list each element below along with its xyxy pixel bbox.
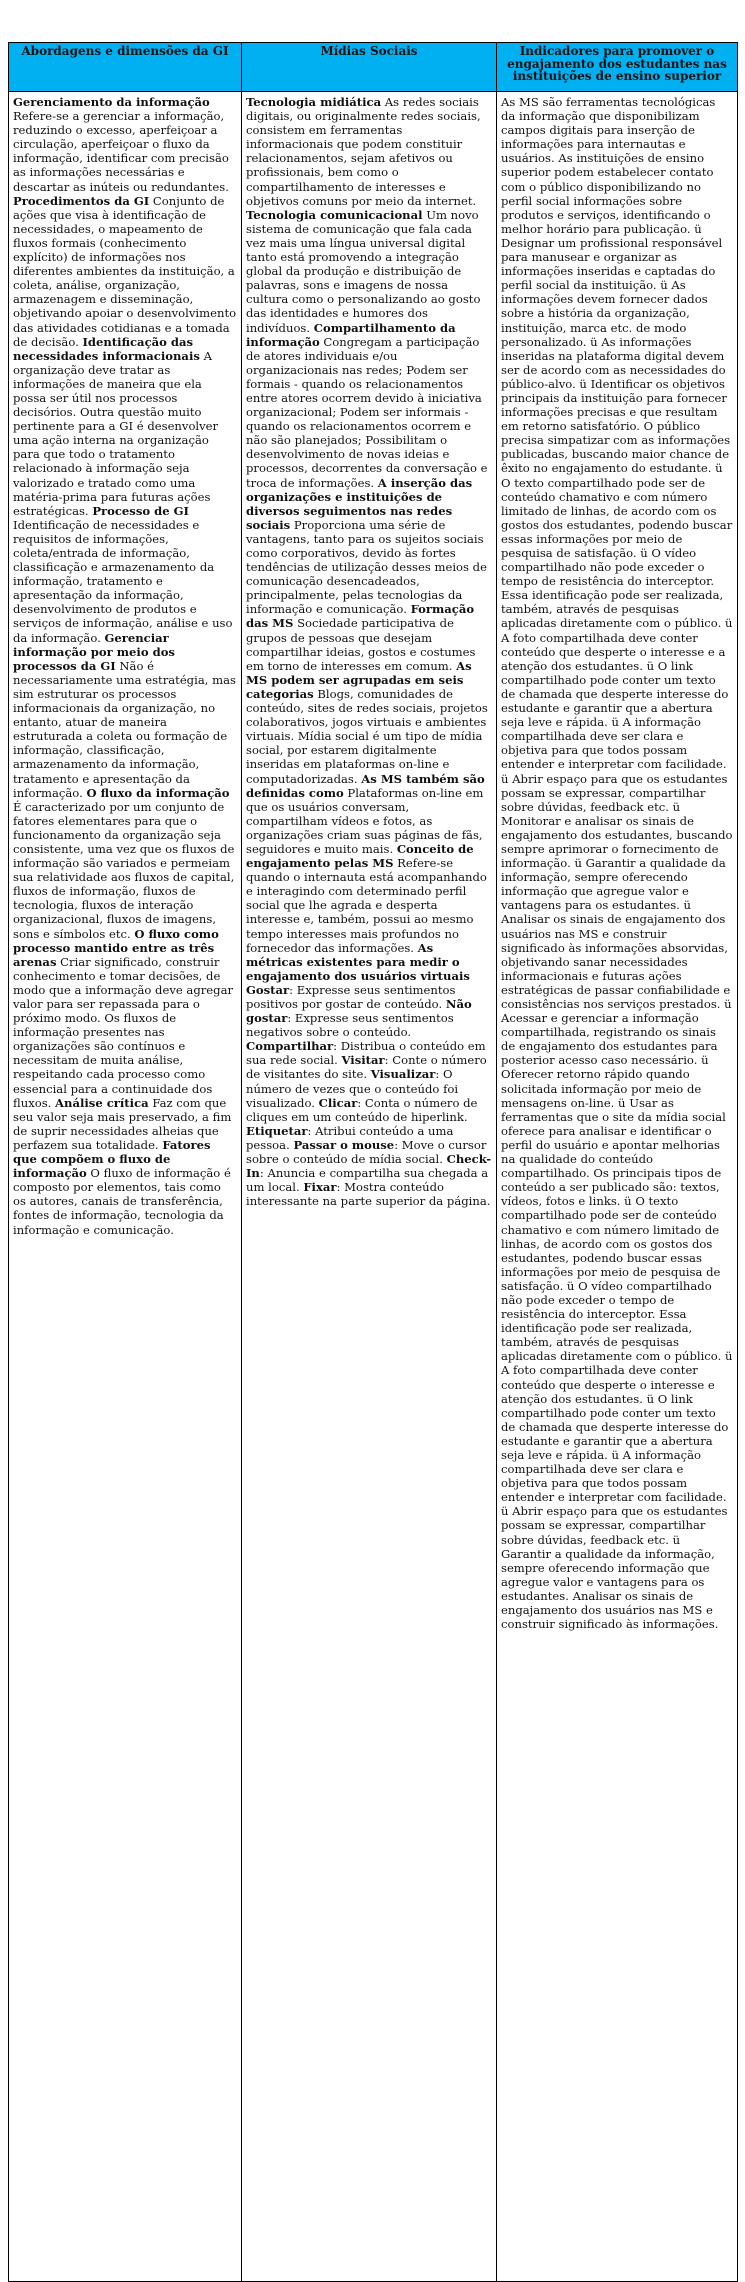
term-description: Proporciona uma série de vantagens, tanto para os sujeitos sociais como corporativos, devido às fortes tendências de utilização desses meios de comunicação desencadeados, principalmente, pelas tecnologias da informação e comunicação. [246,517,487,617]
term-description: A organização deve tratar as informações de maneira que ela possa ser útil nos processos decisórios. Outra questão muito pertinente para a GI é desenvolver uma ação interna na organização para que todo o tratamento relacionado à informação seja valorizado e tratado como uma matéria-prima para futuras ações estratégicas. [13,348,219,518]
term-description: Um novo sistema de comunicação que fala cada vez mais uma língua universal digital tanto está promovendo a integração global da produção e distribuição de palavras, sons e imagens de nossa cultura como o personalizando ao gosto das identidades e humores dos indivíduos. [246,207,481,335]
abordagens-text [13,95,237,1237]
term-description: : Expresse seus sentimentos positivos por gostar de conteúdo. [246,982,456,1011]
cell-abordagens [9,92,242,2282]
term-heading: Compartilhar [246,1039,334,1054]
body-row [9,92,738,2282]
term-heading: Gostar [246,982,290,997]
term-heading: As métricas existentes para medir o engajamento dos usuários virtuais [246,940,470,983]
header-indicadores: Indicadores para promover o engajamento dos estudantes nas instituições de ensino superior [497,43,738,92]
term-description: É caracterizado por um conjunto de fatores elementares para que o funcionamento da organização seja consistente, uma vez que os fluxos de informação são variados e permeiam sua relatividade aos fluxos de capital, fluxos de informação, fluxos de tecnologia, fluxos de interação organizacional, fluxos de imagens, sons e símbolos etc. [13,799,235,941]
header-abordagens: Abordagens e dimensões da GI [9,43,242,92]
term-description: Conjunto de ações que visa à identificação de necessidades, o mapeamento de fluxos formais (conhecimento explícito) de informações nos diferentes ambientes da instituição, a coleta, análise, organização, armazenagem e disseminação, objetivando apoiar o desenvolvimento das atividades cotidianas e a tomada de decisão. [13,193,237,349]
cell-midias-sociais [242,92,497,2282]
term-heading: Visitar [341,1053,385,1068]
term-description: : Expresse seus sentimentos negativos sobre o conteúdo. [246,1011,454,1040]
term-description: : Move o cursor sobre o conteúdo de mídia social. [246,1137,487,1167]
term-heading: O fluxo da informação [86,785,230,800]
term-description: : Mostra conteúdo interessante na parte superior da página. [246,1180,491,1209]
cell-indicadores [497,92,738,2282]
term-description: : Distribua o conteúdo em sua rede social. [246,1039,486,1068]
term-heading: Procedimentos da GI [13,193,150,208]
term-heading: Fatores que compõem o fluxo de informação [13,1137,211,1181]
term-heading: Fixar [303,1180,337,1195]
term-heading: Tecnologia midiática [246,95,382,109]
term-description: Plataformas on-line em que os usuários conversam, compartilham vídeos e fotos, as organizações criam suas páginas de fãs, seguidores e muito mais. [246,785,484,856]
term-heading: O fluxo como processo mantido entre as três arenas [13,926,219,969]
term-description: : Conta o número de cliques em um conteúdo de hiperlink. [246,1095,478,1124]
term-heading: Processo de GI [92,503,189,518]
term-heading: Clicar [318,1095,358,1110]
term-heading: Gerenciamento da informação [13,95,210,109]
term-description: O fluxo de informação é composto por elementos, tais como os autores, canais de transferência, fontes de informação, tecnologia da informação e comunicação. [13,1166,231,1237]
term-heading: Etiquetar [246,1123,308,1138]
term-heading: Não gostar [246,997,472,1026]
term-description: Blogs, comunidades de conteúdo, sites de redes sociais, projetos colaborativos, jogos virtuais e ambientes virtuais. Mídia social é um tipo de mídia social, por estarem digitalmente inseridas em plataformas on-line e computadorizadas. [246,686,488,786]
header-row [9,43,738,92]
term-description: : Anuncia e compartilha sua chegada a um local. [246,1166,489,1195]
term-description: : Atribui conteúdo a uma pessoa. [246,1123,454,1152]
term-heading: Identificação das necessidades informacionais [13,334,200,363]
comparison-table [8,42,738,2282]
term-heading: Visualizar [370,1067,436,1082]
term-description: : Conte o número de visitantes do site. [246,1053,487,1082]
term-description: Identificação de necessidades e requisitos de informações, coleta/entrada de informação, classificação e armazenamento da informação, tratamento e apresentação da informação, desenvolvimento de produtos e serviços de informação, análise e uso da informação. [13,517,233,645]
term-heading: Conceito de engajamento pelas MS [246,841,474,871]
term-heading: Compartilhamento da informação [246,320,456,349]
term-description: Sociedade participativa de grupos de pessoas que desejam compartilhar ideias, gostos e costumes em torno de interesses em comum. [246,616,476,673]
term-description: Não é necessariamente uma estratégia, mas sim estruturar os processos informacionais da organização, no entanto, atuar de maneira estruturada a coleta ou formação de informação, classificação, armazenamento da informação, tratamento e apresentação da informação. [13,658,236,800]
term-description: : O número de vezes que o conteúdo foi visualizado. [246,1067,459,1110]
term-description: Faz com que seu valor seja mais preservado, a fim de suprir necessidades alheias que perfazem sua totalidade. [13,1095,232,1152]
term-heading: As MS podem ser agrupadas em seis categorias [246,658,472,701]
term-description: As redes sociais digitais, ou originalmente redes sociais, consistem em ferramentas informacionais que podem constituir relacionamentos, sejam afetivos ou profissionais, bem como o compartilhamento de interesses e objetivos comuns por meio da internet. [246,95,481,208]
term-description: Refere-se quando o internauta está acompanhando e interagindo com determinado perfil social que lhe agrada e desperta interesse e, também, possui ao mesmo tempo interesses mais profundos no fornecedor das informações. [246,856,487,955]
term-heading: Tecnologia comunicacional [246,207,423,222]
term-heading: Gerenciar informação por meio dos processos da GI [13,630,175,673]
term-heading: As MS também são definidas como [246,771,485,800]
term-heading: A inserção das organizações e instituições de diversos seguimentos nas redes sociais [246,475,473,532]
term-description: Refere-se a gerenciar a informação, reduzindo o excesso, aperfeiçoar a circulação, aperfeiçoar o fluxo da informação, identificar com precisão as informações necessárias e descartar as inúteis ou redundantes. [13,109,229,194]
term-heading: Passar o mouse [293,1137,395,1152]
term-description: Congregam a participação de atores individuais e/ou organizacionais nas redes; Podem ser formais - quando os relacionamentos entre atores ocorrem devido à iniciativa organizacional; Podem ser informais - quando os relacionamentos ocorrem e não são planejados; Possibilitam o desenvolvimento de novas ideias e processos, decorrentes da conversação e troca de informações. [246,334,488,490]
term-description: Criar significado, construir conhecimento e tomar decisões, de modo que a informação deve agregar valor para ser repassada para o próximo modo. Os fluxos de informação presentes nas organizações são contínuos e necessitam de muita análise, respeitando cada processo como essencial para a continuidade dos fluxos. [13,954,234,1110]
midias-sociais-text [246,95,492,1208]
term-heading: Check-In [246,1152,492,1181]
indicadores-text: As MS são ferramentas tecnológicas da informação que disponibilizam campos digitais para inserção de informações para internautas e usuários. As instituições de ensino superior podem estabelecer contato com o público disponibilizando no perfil social informações sobre produtos e serviços, identificando o melhor horário para publicação. ü Designar um profissional responsável para manusear e organizar as informações inseridas e captadas do perfil social da instituição. ü As informações devem fornecer dados sobre a história da organização, instituição, marca etc. de modo personalizado. ü As informações inseridas na plataforma digital devem ser de acordo com as necessidades do público-alvo. ü Identificar os objetivos principais da instituição para fornecer informações precisas e que resultam em retorno satisfatório. O público precisa simpatizar com as informações publicadas, buscando maior chance de êxito no engajamento do estudante. ü O texto compartilhado pode ser de conteúdo chamativo e com número limitado de linhas, de acordo com os gostos dos estudantes, podendo buscar essas informações por meio de pesquisa de satisfação. ü O vídeo compartilhado não pode exceder o tempo de resistência do interceptor. Essa identificação pode ser realizada, também, através de pesquisas aplicadas diretamente com o público. ü A foto compartilhada deve conter conteúdo que desperte o interesse e a atenção dos estudantes. ü O link compartilhado pode conter um texto de chamada que desperte interesse do estudante e garantir que a abertura seja leve e rápida. ü A informação compartilhada deve ser clara e objetiva para que todos possam entender e interpretar com facilidade. ü Abrir espaço para que os estudantes possam se expressar, compartilhar sobre dúvidas, feedback etc. ü Monitorar e analisar os sinais de engajamento dos estudantes, buscando sempre aprimorar o fornecimento de informação. ü Garantir a qualidade da informação, sempre oferecendo informação que agregue valor e vantagens para os estudantes. ü Analisar os sinais de engajamento dos usuários nas MS e construir significado às informações absorvidas, objetivando sanar necessidades informacionais e futuras ações estratégicas de passar confiabilidade e consistências nos serviços prestados. ü Acessar e gerenciar a informação compartilhada, registrando os sinais de engajamento dos estudantes para posterior acesso caso necessário. ü Oferecer retorno rápido quando solicitada informação por meio de mensagens on-line. ü Usar as ferramentas que o site da mídia social oferece para analisar e identificar o perfil do usuário e apontar melhorias na qualidade do conteúdo compartilhado. Os principais tipos de conteúdo a ser publicado são: textos, vídeos, fotos e links. ü O texto compartilhado pode ser de conteúdo chamativo e com número limitado de linhas, de acordo com os gostos dos estudantes, podendo buscar essas informações por meio de pesquisa de satisfação. ü O vídeo compartilhado não pode exceder o tempo de resistência do interceptor. Essa identificação pode ser realizada, também, através de pesquisas aplicadas diretamente com o público. ü A foto compartilhada deve conter conteúdo que desperte o interesse e atenção dos estudantes. ü O link compartilhado pode conter um texto de chamada que desperte interesse do estudante e garantir que a abertura seja leve e rápida. ü A informação compartilhada deve ser clara e objetiva para que todos possam entender e interpretar com facilidade. ü Abrir espaço para que os estudantes possam se expressar, compartilhar sobre dúvidas, feedback etc. ü Garantir a qualidade da informação, sempre oferecendo informação que agregue valor e vantagens para os estudantes. Analisar os sinais de engajamento dos usuários nas MS e construir significado às informações. [501,95,733,1632]
term-heading: Análise crítica [55,1095,149,1110]
header-midias-sociais: Mídias Sociais [242,43,497,92]
term-heading: Formação das MS [246,602,475,631]
